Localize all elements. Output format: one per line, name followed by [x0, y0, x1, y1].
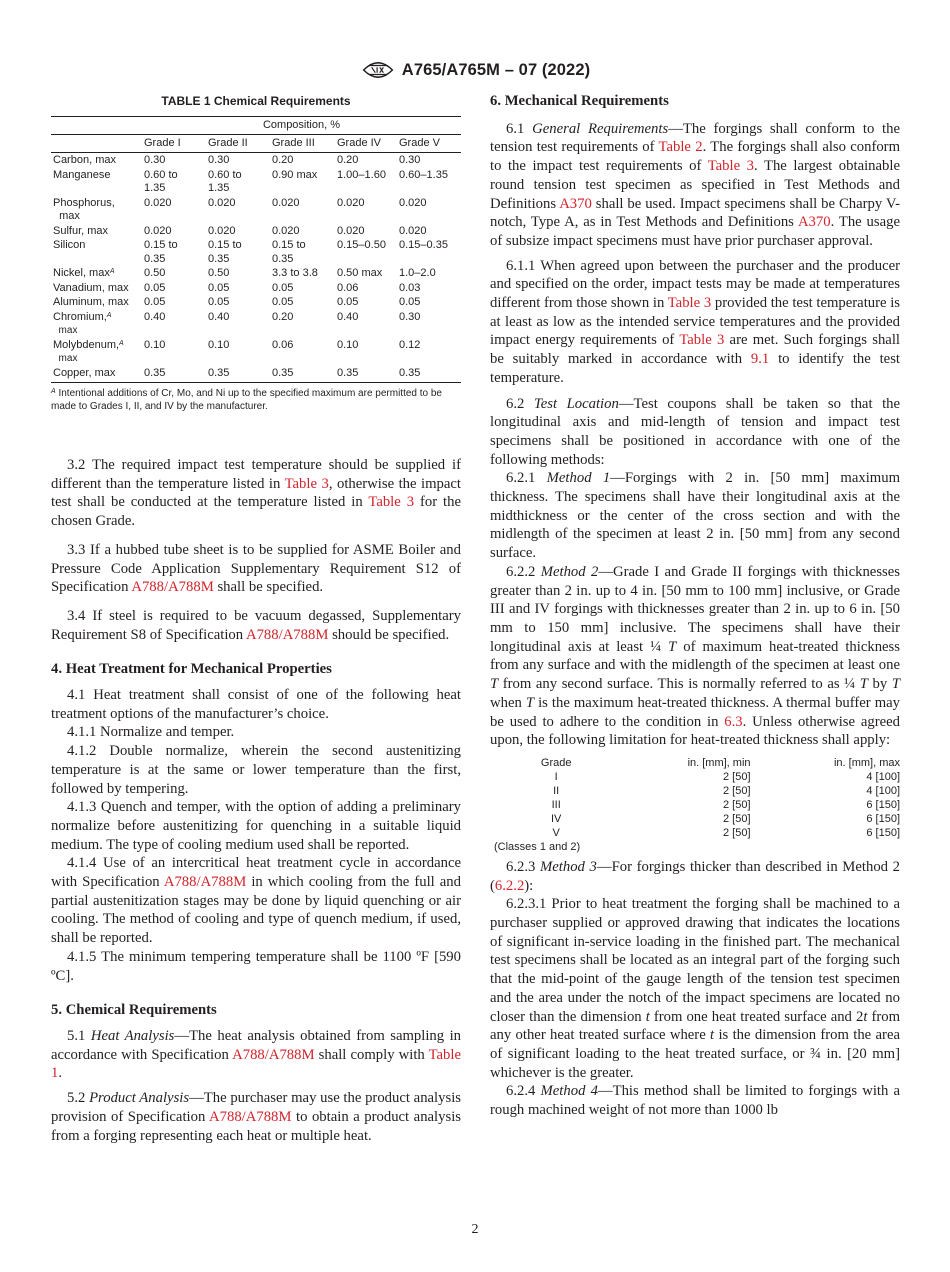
para-5-2: 5.2 Product Analysis—The purchaser may use the product analysis provision of Specification A788/A788M to obtain a product analysis from a forging representing each heat or multiple heat.: [51, 1090, 461, 1144]
table-cell: 0.30: [144, 154, 166, 166]
para-4-1-1: 4.1.1 Normalize and temper.: [67, 724, 235, 741]
para-3-2: 3.2 The required impact test temperature should be supplied if different than the temperature listed in Table 3, otherwise the impact test shall be conducted at the temperature listed in Table 3 for the chosen Grade.: [51, 457, 461, 530]
table-cell: 0.50: [144, 267, 166, 279]
table-row: [51, 266, 461, 281]
para-6-1-1: 6.1.1 When agreed upon between the purchaser and the producer and specified on the order, impact tests may be made at temperatures different from those shown in Table 3 provided the test temperature is at least as low as the intended service temperatures and the provided impact energy requirements of Table 3 are met. Such forgings shall be suitably marked in accordance with 9.1 to identify the test temperature.: [490, 257, 901, 386]
table-cell: I: [554, 770, 558, 783]
table-row: [51, 196, 461, 224]
table-cell: 0.020: [337, 224, 365, 237]
left-column: [51, 92, 461, 1145]
table-cell: 0.05: [399, 296, 421, 308]
table-cell: 0.35: [335, 366, 397, 383]
table-cell: 0.05: [272, 296, 294, 308]
table1-footnote: $^A$ Intentional additions of Cr, Mo, and Ni up to the specified maximum are permitted to be made to Grades I, II, and IV by the manufacturer.: [51, 388, 442, 412]
para-6-2-3-1: 6.2.3.1 Prior to heat treatment the forging shall be machined to a purchaser supplied or approved drawing that indicates the locations of significant in-service loading in the finished part. The mechanical test specimens shall be located as an integral part of the forging such that the mid-point of the gauge length of the tension test specimen and the area under the notch of the impact specimens are located no closer than the dimension t from one heat treated surface and 2t from any other heat treated surface where t is the dimension from the area of significant loading to the heat treated surface, or ¾ in. [20 mm] whichever is the greater.: [490, 896, 901, 1081]
table-row: [51, 238, 461, 266]
table-cell: 0.10: [208, 338, 230, 351]
table-cell: 0.15–0.35: [399, 239, 448, 251]
link-table-2[interactable]: Table 2: [658, 139, 703, 156]
thickness-limit-table: [490, 756, 900, 854]
table-row: [51, 153, 461, 168]
table-cell: 0.15 to 0.35: [208, 239, 242, 265]
element-label: Copper, max: [51, 366, 142, 383]
classes-note: (Classes 1 and 2): [494, 840, 581, 853]
para-4-1-3: 4.1.3 Quench and temper, with the option of adding a preliminary normalize before austenitizing for quenching in a suitable liquid medium. The type of cooling medium used shall be reported.: [51, 799, 461, 853]
table-cell: 0.35: [142, 366, 206, 383]
para-4-1: 4.1 Heat treatment shall consist of one of the following heat treatment options of the manufacturer’s choice.: [51, 687, 461, 722]
table1-title: TABLE 1 Chemical Requirements: [161, 94, 351, 108]
grade-col-header: Grade: [540, 756, 572, 769]
table-cell: III: [551, 798, 561, 811]
table-row: [51, 295, 461, 310]
table-cell: 0.12: [399, 338, 421, 351]
section-5-heading: 5. Chemical Requirements: [51, 1002, 217, 1019]
table-cell: 2 [50]: [722, 826, 751, 839]
para-5-1: 5.1 Heat Analysis—The heat analysis obtained from sampling in accordance with Specification A788/A788M shall comply with Table 1.: [51, 1027, 461, 1082]
element-label: Vanadium, max: [53, 281, 129, 294]
page-number: 2: [471, 1222, 479, 1237]
table-row: [490, 770, 900, 784]
link-9-1[interactable]: 9.1: [750, 351, 770, 368]
table-cell: 0.30: [399, 310, 421, 323]
table-row: [51, 366, 461, 383]
table-cell: 0.35: [397, 366, 461, 383]
table-cell: 0.60–1.35: [399, 168, 448, 181]
table-cell: 1.00–1.60: [337, 168, 386, 181]
para-4-1-2: 4.1.2 Double normalize, wherein the second austenitizing temperature is at the same or lower temperature than the first, followed by tempering.: [51, 743, 461, 797]
table-cell: V: [552, 826, 560, 839]
table-cell: 0.05: [337, 296, 359, 308]
grade-header: Grade V: [397, 134, 461, 153]
grade-header: Grade III: [270, 134, 335, 153]
element-label: Carbon, max: [53, 154, 116, 166]
table-cell: 0.05: [144, 281, 166, 294]
link-a788[interactable]: A788/A788M: [245, 626, 329, 643]
table-row: [51, 224, 461, 239]
table-cell: 0.020: [272, 224, 300, 237]
grade-header: Grade IV: [335, 134, 397, 153]
table-cell: 0.05: [208, 296, 230, 308]
astm-logo-icon: [360, 59, 396, 81]
table-cell: 6 [150]: [866, 798, 900, 811]
table-cell: 0.15–0.50: [337, 239, 386, 251]
table-cell: 0.60 to 1.35: [144, 168, 178, 194]
page-header: [0, 59, 950, 86]
table-cell: 0.30: [208, 154, 230, 166]
grade-header: Grade II: [206, 134, 270, 153]
max-col-header: in. [mm], max: [833, 756, 900, 769]
table-row: [490, 826, 900, 840]
link-table-3[interactable]: Table 3: [679, 332, 725, 349]
table-cell: 0.50: [208, 267, 230, 279]
table-cell: IV: [550, 812, 562, 825]
element-label: Phosphorus, max: [53, 196, 115, 222]
table-cell: 0.05: [144, 296, 166, 308]
link-table-3[interactable]: Table 3: [284, 475, 329, 492]
table-cell: 0.06: [272, 338, 294, 351]
table-cell: 1.0–2.0: [399, 267, 436, 279]
table-cell: 0.020: [208, 224, 236, 237]
table-cell: 6 [150]: [866, 812, 900, 825]
table-cell: 0.020: [399, 224, 427, 237]
table-cell: 2 [50]: [722, 770, 751, 783]
table-cell: 6 [150]: [866, 826, 900, 839]
table-cell: 0.020: [337, 196, 365, 209]
table-cell: II: [553, 784, 560, 797]
table-cell: 0.06: [337, 281, 359, 294]
link-a370[interactable]: A370: [797, 214, 831, 231]
table-row: [51, 281, 461, 296]
table-cell: 0.10: [337, 338, 359, 351]
table-cell: 0.20: [272, 154, 294, 166]
table-cell: 0.20: [272, 310, 294, 323]
link-a788[interactable]: A788/A788M: [209, 1108, 292, 1125]
link-table-1[interactable]: Table 1: [51, 1046, 461, 1082]
table-cell: 0.020: [144, 196, 172, 209]
table-cell: 0.03: [399, 281, 421, 294]
table-cell: 0.020: [208, 196, 236, 209]
para-4-1-5: 4.1.5 The minimum tempering temperature shall be 1100 ºF [590 ºC].: [51, 948, 461, 984]
chemical-requirements-table: [51, 116, 461, 383]
table-cell: 0.40: [337, 310, 359, 323]
section-6-heading: 6. Mechanical Requirements: [490, 93, 669, 109]
element-label: Chromium,$^A$ max: [53, 310, 112, 336]
table-row: [51, 338, 461, 366]
para-6-2-2: 6.2.2 Method 2—Grade I and Grade II forgings with thicknesses greater than 2 in. up to 4 in. [50 mm to 100 mm] inclusive, or Grade III and IV forgings with thicknesses greater than 2 in. up to 6 in. [50 mm to 150 mm] inclusive. The specimens shall have their longitudinal axis at least ¼ T of maximum heat-treated thickness from any surface and with the midlength of the specimen at least one T from any second surface. This is normally referred to as ¼ T by T when T is the maximum heat-treated thickness. A thermal buffer may be used to adhere to the condition in 6.3. Unless otherwise agreed upon, the following limitation for heat-treated thickness shall apply:: [490, 563, 901, 749]
table-cell: 4 [100]: [866, 770, 900, 783]
link-6-3[interactable]: 6.3: [724, 713, 743, 730]
table-cell: 0.30: [399, 154, 421, 166]
link-table-3[interactable]: Table 3: [707, 158, 755, 175]
table-row: [490, 784, 900, 798]
element-label: Manganese: [53, 168, 111, 181]
table-cell: 0.20: [337, 154, 359, 166]
table-cell: 2 [50]: [722, 784, 751, 797]
document-designation: A765/A765M – 07 (2022): [401, 60, 591, 79]
para-6-2: 6.2 Test Location—Test coupons shall be taken so that the longitudinal axis and mid-length of tension and impact test specimens shall be positioned in accordance with one of the following methods:: [490, 395, 901, 468]
para-3-3: 3.3 If a hubbed tube sheet is to be supplied for ASME Boiler and Pressure Code Application Supplementary Requirement S12 of Specification A788/A788M shall be specified.: [51, 541, 461, 596]
table-row: [490, 798, 900, 812]
table-cell: 0.90 max: [272, 168, 318, 181]
para-6-2-3: 6.2.3 Method 3—For forgings thicker than described in Method 2 (6.2.2):: [490, 858, 900, 894]
table-cell: 0.15 to 0.35: [272, 239, 306, 265]
table-cell: 0.15 to 0.35: [144, 239, 178, 265]
link-a788[interactable]: A788/A788M: [163, 874, 247, 891]
table-cell: 0.05: [272, 281, 294, 294]
min-col-header: in. [mm], min: [687, 756, 751, 769]
para-6-2-1: 6.2.1 Method 1—Forgings with 2 in. [50 mm] maximum thickness. The specimens shall have their longitudinal axis at the midthickness or the center of the cross section and with the midlength of the specimen at least 2 in. [50 mm] from any second surface.: [490, 470, 900, 562]
table-row: [490, 812, 900, 826]
table-cell: 0.020: [399, 196, 427, 209]
para-6-1: 6.1 General Requirements—The forgings shall conform to the tension test requirements of Table 2. The forgings shall also conform to the impact test requirements of Table 3. The largest obtainable round tension test specimen as specified in Test Methods and Definitions A370 shall be used. Impact specimens shall be Charpy V-notch, Type A, as in Test Methods and Definitions A370. The usage of subsize impact specimens must have prior purchaser approval.: [490, 120, 901, 249]
link-a370[interactable]: A370: [559, 195, 592, 212]
table-cell: 0.020: [272, 196, 300, 209]
table-cell: 0.50 max: [337, 267, 383, 279]
link-a788[interactable]: A788/A788M: [232, 1046, 315, 1063]
grade-header: Grade I: [142, 134, 206, 153]
element-label: Nickel, $\max^A$: [53, 267, 115, 279]
table-cell: 2 [50]: [722, 798, 751, 811]
table-row: [51, 168, 461, 196]
table-cell: 4 [100]: [866, 784, 900, 797]
table-cell: 3.3 to 3.8: [272, 267, 318, 279]
para-3-4: 3.4 If steel is required to be vacuum degassed, Supplementary Requirement S8 of Specification A788/A788M should be specified.: [51, 607, 461, 643]
link-table-3[interactable]: Table 3: [667, 295, 712, 312]
link-table-3[interactable]: Table 3: [368, 494, 415, 511]
table-cell: 0.020: [144, 224, 172, 237]
table-cell: 0.60 to 1.35: [208, 168, 242, 194]
element-label: Silicon: [53, 239, 86, 251]
link-6-2-2[interactable]: 6.2.2: [494, 877, 525, 894]
para-4-1-4: 4.1.4 Use of an intercritical heat treatment cycle in accordance with Specification A788/A788M in which cooling from the full and partial austenitization stages may be done by liquid quenching or air cooling. The method of cooling and type of quench medium, if used, shall be reported.: [51, 855, 461, 947]
table-cell: 0.10: [144, 338, 166, 351]
element-label: Aluminum, max: [53, 296, 129, 308]
element-label: Molybdenum,$^A$ max: [53, 338, 124, 364]
table-row: [51, 310, 461, 338]
table-cell: 2 [50]: [722, 812, 751, 825]
table-cell: 0.40: [144, 310, 166, 323]
table-cell: 0.35: [270, 366, 335, 383]
table-cell: 0.35: [206, 366, 270, 383]
element-label: Sulfur, max: [53, 224, 109, 237]
composition-header: Composition, %: [142, 117, 461, 135]
table-cell: 0.40: [208, 310, 230, 323]
right-column: [490, 92, 900, 1120]
section-4-heading: 4. Heat Treatment for Mechanical Properties: [51, 661, 332, 678]
table-cell: 0.05: [208, 281, 230, 294]
para-6-2-4: 6.2.4 Method 4—This method shall be limited to forgings with a rough machined weight of not more than 1000 lb: [490, 1083, 901, 1119]
link-a788[interactable]: A788/A788M: [131, 579, 214, 596]
